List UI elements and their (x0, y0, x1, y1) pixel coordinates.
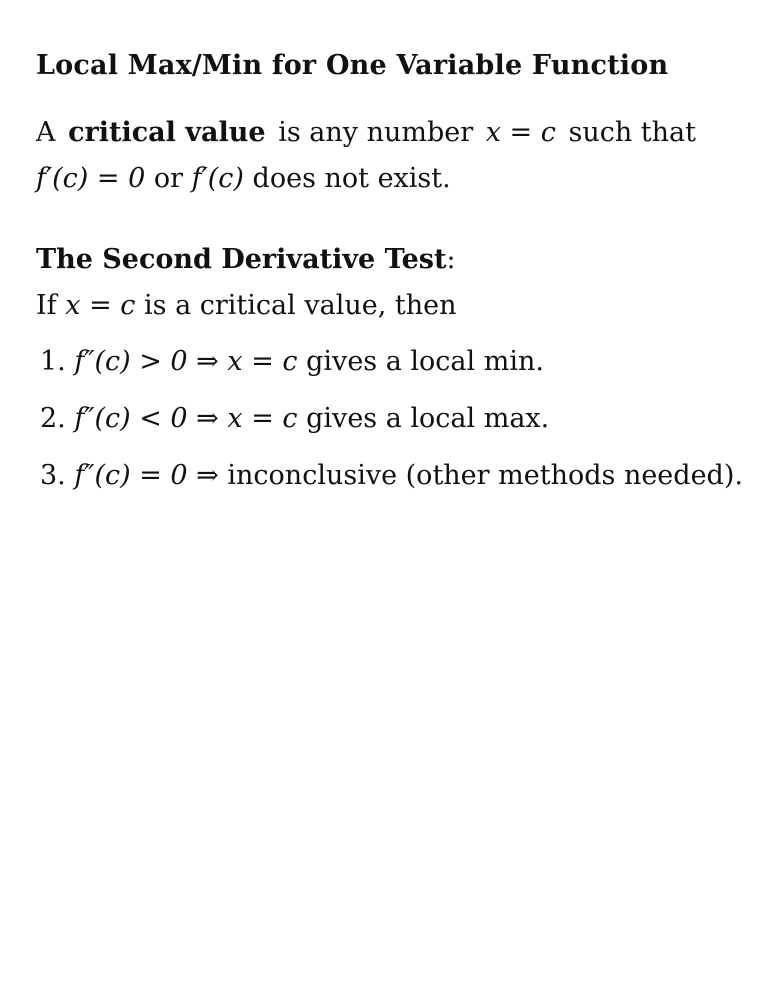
list-item (40, 403, 743, 460)
definition-text-post: such that (568, 117, 696, 148)
definition-does-not-exist: does not exist. (252, 163, 451, 194)
second-derivative-test-heading (36, 244, 456, 275)
test-heading-text: The Second Derivative Test (36, 244, 447, 275)
test-intro-post: is a critical value, then (144, 290, 457, 321)
test-conditions-list (40, 346, 743, 517)
list-item-equation: x = c (227, 403, 298, 434)
list-item-result: inconclusive (other methods needed). (227, 460, 743, 491)
definition-word-a: A (36, 117, 56, 148)
list-item (40, 460, 743, 517)
test-intro-pre: If (36, 290, 57, 321)
list-item-number: 2. (40, 403, 66, 434)
definition-term: critical value (68, 117, 266, 148)
test-intro-equation: x = c (65, 290, 136, 321)
critical-value-definition (36, 110, 696, 202)
list-item-number: 3. (40, 460, 66, 491)
derivative-expression: f′(c) (191, 163, 244, 194)
definition-text-mid: is any number (278, 117, 474, 148)
list-item-number: 1. (40, 346, 66, 377)
test-intro (36, 290, 456, 321)
page-title: Local Max/Min for One Variable Function (36, 50, 669, 81)
list-item-condition: f″(c) > 0 ⇒ (74, 346, 219, 377)
definition-line-1 (36, 110, 696, 156)
test-heading-colon: : (446, 244, 456, 275)
derivative-zero-expression: f′(c) = 0 (36, 163, 146, 194)
definition-line-2 (36, 156, 696, 202)
list-item-condition: f″(c) = 0 ⇒ (74, 460, 219, 491)
list-item (40, 346, 743, 403)
definition-or: or (153, 163, 184, 194)
list-item-condition: f″(c) < 0 ⇒ (74, 403, 219, 434)
list-item-result: gives a local min. (306, 346, 544, 377)
list-item-equation: x = c (227, 346, 298, 377)
list-item-result: gives a local max. (306, 403, 550, 434)
definition-equation: x = c (485, 117, 556, 148)
